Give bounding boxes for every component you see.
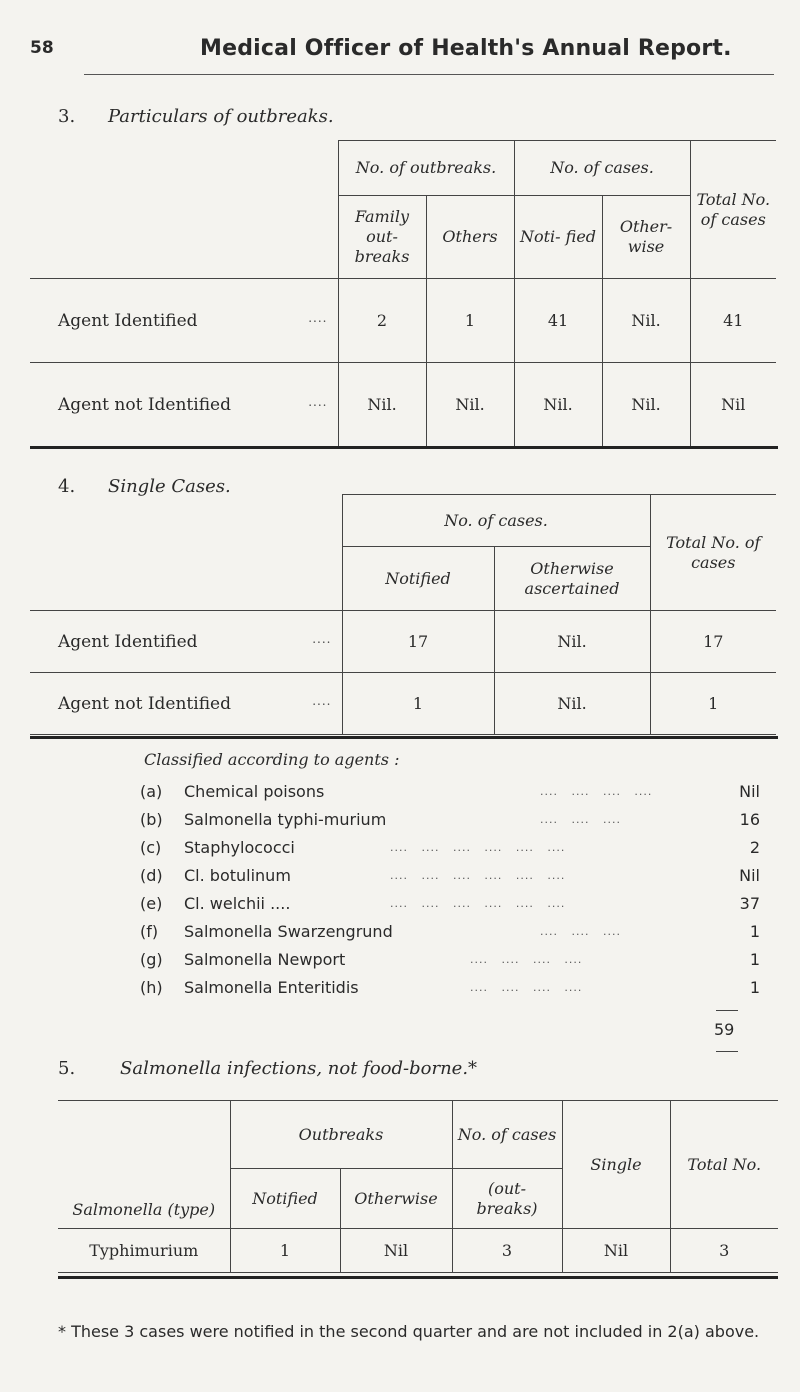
table-row <box>58 1229 778 1273</box>
cell-value: 3 <box>670 1229 778 1273</box>
table-row: Agent Identified .... 2 1 41 Nil. 41 <box>30 279 776 363</box>
item-name: Staphylococci <box>184 838 295 857</box>
cell-value: Nil. <box>338 363 426 447</box>
blank-cell <box>30 141 338 196</box>
item-value: 1 <box>749 950 760 969</box>
col-header-notified: Notified <box>230 1169 340 1229</box>
group-header-outbreaks: Outbreaks <box>230 1101 452 1169</box>
cell-value: 41 <box>514 279 602 363</box>
item-letter: (d) <box>140 866 163 885</box>
item-value: 1 <box>749 978 760 997</box>
col-header-otherwise: Other- wise <box>602 196 690 279</box>
section-title: Salmonella infections, not food-borne.* <box>120 1058 478 1079</box>
agent-list <box>140 782 780 1006</box>
row-label: Typhimurium <box>58 1229 230 1273</box>
item-letter: (b) <box>140 810 163 829</box>
table-bottom-rule <box>30 736 778 739</box>
cell-value: Nil. <box>426 363 514 447</box>
total-rule <box>716 1010 738 1011</box>
item-letter: (a) <box>140 782 163 801</box>
item-name: Salmonella Newport <box>184 950 346 969</box>
row-label: Agent Identified <box>58 631 198 652</box>
list-item: (b) Salmonella typhi-murium .... .... .... 16 <box>140 810 760 829</box>
cell-value: Nil. <box>494 611 650 673</box>
col-header-otherwise: Otherwise <box>340 1169 452 1229</box>
cell-value: Nil. <box>602 279 690 363</box>
col-header-salmonella: Salmonella (type) <box>58 1101 230 1229</box>
col-header-total: Total No. <box>670 1101 778 1229</box>
cell-value: 1 <box>230 1229 340 1273</box>
item-letter: (e) <box>140 894 163 913</box>
page-header <box>0 38 800 82</box>
blank-cell <box>30 196 338 279</box>
item-value: 37 <box>739 894 760 913</box>
group-header-cases: No. of cases <box>452 1101 562 1169</box>
header-rule <box>84 74 774 75</box>
row-label: Agent Identified <box>58 310 198 331</box>
footnote: * These 3 cases were notified in the second quarter and are not included in 2(a) above. <box>58 1322 760 1341</box>
list-item: (g) Salmonella Newport .... .... .... .... 1 <box>140 950 760 969</box>
cell-value: Nil <box>690 363 776 447</box>
group-header-cases: No. of cases. <box>514 141 690 196</box>
table-row: Agent not Identified .... 1 Nil. 1 <box>30 673 776 735</box>
blank-cell <box>30 495 342 547</box>
item-letter: (h) <box>140 978 163 997</box>
col-header-otherwise: Otherwise ascertained <box>494 547 650 611</box>
list-item: (h) Salmonella Enteritidis .... .... .... .... 1 <box>140 978 760 997</box>
cell-value: 41 <box>690 279 776 363</box>
cell-value: 17 <box>342 611 494 673</box>
cell-value: Nil. <box>514 363 602 447</box>
cell-value: 1 <box>342 673 494 735</box>
item-letter: (f) <box>140 922 159 941</box>
section-3-heading <box>58 106 458 130</box>
item-name: Salmonella Swarzengrund <box>184 922 393 941</box>
table-row: Agent not Identified .... Nil. Nil. Nil. Nil. Nil <box>30 363 776 447</box>
list-item: (e) Cl. welchii .... .... .... .... .... .... .... 37 <box>140 894 760 913</box>
col-header-notified: Notified <box>342 547 494 611</box>
classified-total: 59 <box>714 1020 735 1039</box>
col-header-notified: Noti- fied <box>514 196 602 279</box>
single-cases-table <box>30 494 776 735</box>
col-header-cases-sub: (out- breaks) <box>452 1169 562 1229</box>
cell-value: 17 <box>650 611 776 673</box>
blank-cell <box>30 547 342 611</box>
col-header-family: Family out- breaks <box>338 196 426 279</box>
cell-value: 1 <box>650 673 776 735</box>
section-number: 4. <box>58 476 76 497</box>
table-row: Agent Identified .... 17 Nil. 17 <box>30 611 776 673</box>
item-value: Nil <box>739 866 760 885</box>
group-header-outbreaks: No. of outbreaks. <box>338 141 514 196</box>
group-header-cases: No. of cases. <box>342 495 650 547</box>
cell-value: Nil <box>340 1229 452 1273</box>
item-value: 2 <box>749 838 760 857</box>
section-title: Particulars of outbreaks. <box>108 106 334 127</box>
table-bottom-rule <box>58 1276 778 1279</box>
section-number: 3. <box>58 106 76 127</box>
item-letter: (c) <box>140 838 162 857</box>
cell-value: 3 <box>452 1229 562 1273</box>
classified-heading: Classified according to agents : <box>144 750 400 769</box>
cell-value: Nil. <box>494 673 650 735</box>
list-item: (a) Chemical poisons .... .... .... .... Nil <box>140 782 760 801</box>
col-header-single: Single <box>562 1101 670 1229</box>
col-header-others: Others <box>426 196 514 279</box>
item-name: Chemical poisons <box>184 782 325 801</box>
item-value: Nil <box>739 782 760 801</box>
cell-value: 2 <box>338 279 426 363</box>
page-number: 58 <box>30 38 54 58</box>
outbreaks-table <box>30 140 776 447</box>
list-item: (d) Cl. botulinum .... .... .... .... .... .... Nil <box>140 866 760 885</box>
cell-value: 1 <box>426 279 514 363</box>
list-item: (f) Salmonella Swarzengrund .... .... .... 1 <box>140 922 760 941</box>
cell-value: Nil. <box>602 363 690 447</box>
col-header-total: Total No. of cases <box>650 495 776 611</box>
item-name: Cl. welchii .... <box>184 894 291 913</box>
cell-value: Nil <box>562 1229 670 1273</box>
item-value: 16 <box>739 810 760 829</box>
running-title: Medical Officer of Health's Annual Report. <box>200 36 732 61</box>
list-item: (c) Staphylococci .... .... .... .... .... .... 2 <box>140 838 760 857</box>
item-value: 1 <box>749 922 760 941</box>
item-letter: (g) <box>140 950 163 969</box>
total-rule <box>716 1051 738 1052</box>
row-label: Agent not Identified <box>58 394 231 415</box>
item-name: Salmonella Enteritidis <box>184 978 359 997</box>
col-header-total: Total No. of cases <box>690 141 776 279</box>
salmonella-table <box>58 1100 778 1273</box>
section-5-heading <box>58 1058 658 1082</box>
row-label: Agent not Identified <box>58 693 231 714</box>
item-name: Salmonella typhi-murium <box>184 810 387 829</box>
section-number: 5. <box>58 1058 76 1079</box>
item-name: Cl. botulinum <box>184 866 291 885</box>
section-title: Single Cases. <box>108 476 231 497</box>
table-bottom-rule <box>30 446 778 449</box>
